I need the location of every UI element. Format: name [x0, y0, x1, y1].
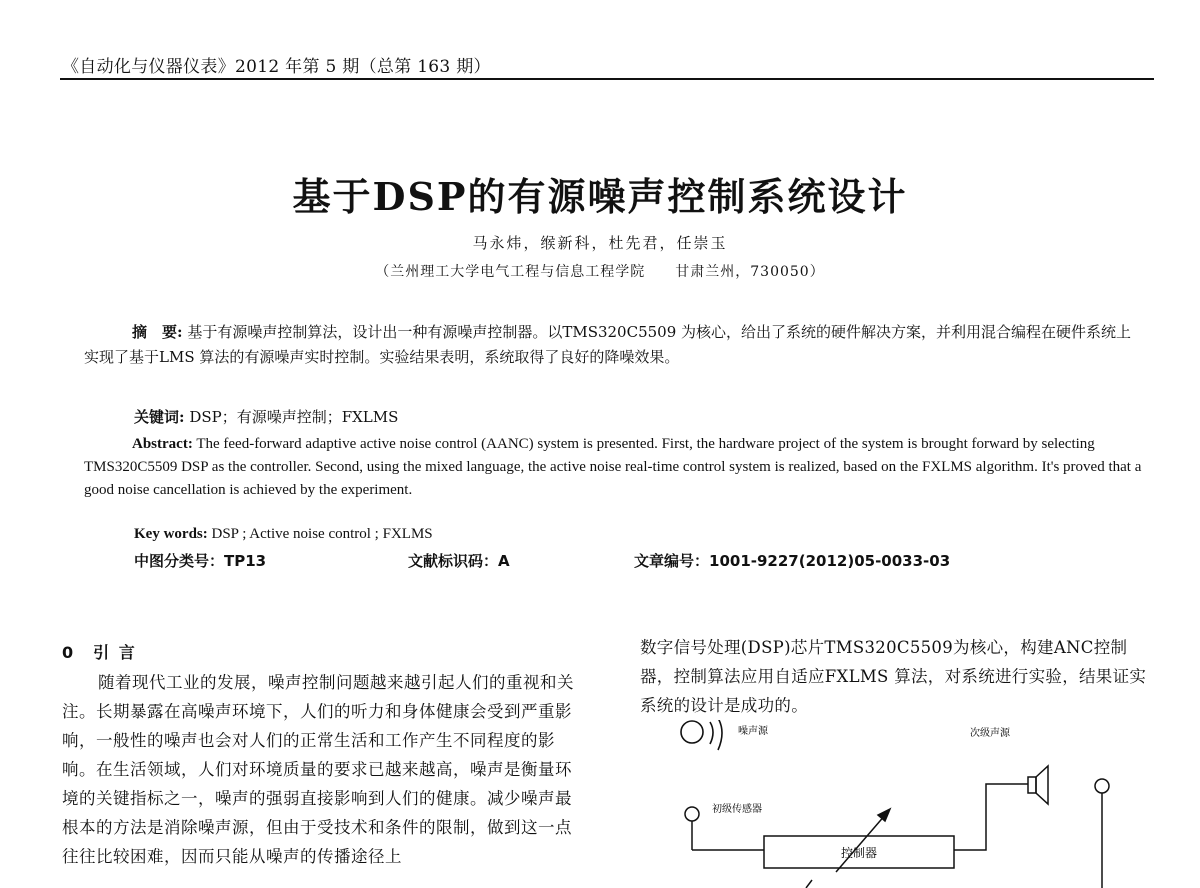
- affiliation: （兰州理工大学电气工程与信息工程学院 甘肃兰州，730050）: [375, 264, 825, 280]
- abstract-en: [84, 433, 1144, 502]
- keywords-cn-label: 关键词:: [134, 408, 185, 426]
- secondary-speaker-icon: [954, 766, 1048, 850]
- abstract-cn-text: 基于有源噪声控制算法，设计出一种有源噪声控制器。以TMS320C5509 为核心，给出了系统的硬件解决方案，并利用混合编程在硬件系统上实现了基于LMS 算法的有源噪声实时控制。实验结果表明，系统取得了良好的降噪效果。: [84, 323, 1132, 366]
- keywords-en-text: DSP ; Active noise control ; FXLMS: [211, 526, 433, 542]
- authors: 马永炜，缑新科，杜先君，任崇玉: [472, 234, 728, 252]
- error-sensor-icon: [1095, 779, 1109, 888]
- keywords-cn-text: DSP；有源噪声控制；FXLMS: [189, 408, 399, 426]
- noise-source-label: 噪声源: [738, 726, 768, 737]
- journal-header: 《自动化与仪器仪表》2012 年第 5 期（总第 163 期）: [62, 57, 491, 77]
- clc-value: TP13: [224, 552, 267, 570]
- abstract-cn-label: 摘 要:: [132, 323, 183, 341]
- secondary-source-label: 次级声源: [970, 728, 1010, 739]
- anc-system-diagram: [640, 720, 1140, 888]
- abstract-en-label: Abstract:: [132, 436, 193, 452]
- abstract-en-text: The feed-forward adaptive active noise control (AANC) system is presented. First, the hardware project of the system is brought forward by selecting TMS320C5509 DSP as the controller. Second, using the mixed language, the active noise real-time control system is realized, based on the FXLMS algorithm. It's proved that a good noise cancellation is achieved by the experiment.: [84, 436, 1142, 498]
- clc-number: [134, 550, 266, 571]
- document-code: [408, 550, 510, 571]
- doc-value: A: [498, 552, 510, 570]
- clc-label: 中图分类号：: [134, 552, 225, 570]
- right-column-paragraph: 数字信号处理(DSP)芯片TMS320C5509为核心，构建ANC控制器，控制算法应用自适应FXLMS 算法，对系统进行实验，结果证实系统的设计是成功的。: [640, 638, 1147, 715]
- header-divider: [60, 78, 1154, 80]
- art-label: 文章编号：: [634, 552, 710, 570]
- section-heading-intro: 0 引 言: [62, 643, 137, 662]
- intro-paragraph: 随着现代工业的发展，噪声控制问题越来越引起人们的重视和关注。长期暴露在高噪声环境下，人们的听力和身体健康会受到严重影响，一般性的噪声也会对人们的正常生活和工作产生不同程度的影响。在生活领域，人们对环境质量的要求已越来越高，噪声是衡量环境的关键指标之一，噪声的强弱直接影响到人们的健康。减少噪声最根本的方法是消除噪声源，但由于受技术和条件的限制，做到这一点往往比较困难，因而只能从噪声的传播途径上: [62, 673, 574, 866]
- controller-label: 控制器: [840, 846, 878, 860]
- keywords-cn: [134, 405, 398, 430]
- art-value: 1001-9227(2012)05-0033-03: [709, 552, 951, 570]
- noise-source-icon: [681, 720, 722, 750]
- article-number: [634, 550, 950, 571]
- keywords-en-label: Key words:: [134, 526, 208, 542]
- primary-sensor-label: 初级传感器: [712, 804, 762, 815]
- abstract-cn: [84, 320, 1144, 370]
- doc-label: 文献标识码：: [408, 552, 499, 570]
- paper-title: 基于DSP的有源噪声控制系统设计: [292, 174, 908, 219]
- keywords-en: [134, 522, 433, 547]
